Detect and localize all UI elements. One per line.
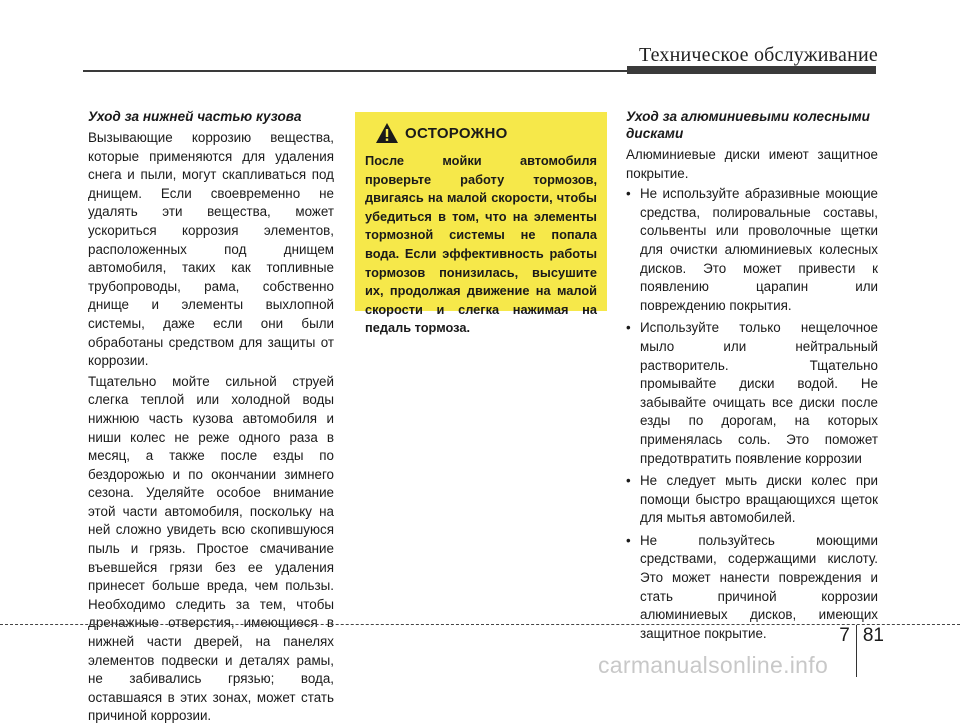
chapter-number: 7 bbox=[839, 625, 850, 646]
alloy-wheel-care-section bbox=[626, 108, 878, 647]
warning-header bbox=[365, 122, 597, 144]
footer-divider bbox=[0, 624, 960, 625]
section-title: Уход за алюминиевыми колесными дисками bbox=[626, 109, 870, 141]
list-item: • Не следует мыть диски колес при помощи быстро вращающихся щеток для мытья автомобилей. bbox=[626, 472, 878, 528]
paragraph: Вызывающие коррозию вещества, которые применяются для удаления снега и пыли, могут скапливаться под днищем. Если своевременно не удалять эти вещества, может ускориться коррозия элементов, расположенных под днищем автомобиля, таких как топливные трубопроводы, рама, собственно днище и элементы выхлопной системы, даже если они были обработаны средством для защиты от коррозии. bbox=[88, 130, 334, 369]
list-item: • Используйте только нещелочное мыло или нейтральный растворитель. Тщательно промывайте диски водой. Не забывайте очищать все диски после езды по дорогам, на которых применялась соль. Это поможет предотвратить появление коррозии bbox=[626, 319, 878, 468]
warning-box bbox=[355, 112, 607, 336]
watermark-text: carmanualsonline.info bbox=[598, 652, 829, 678]
underbody-care-section bbox=[88, 108, 334, 728]
page-header-title: Техническое обслуживание bbox=[638, 44, 878, 66]
page-number bbox=[839, 625, 884, 677]
paragraph: Тщательно мойте сильной струей слегка теплой или холодной воды нижнюю часть кузова автомобиля и ниши колес не реже одного раза в месяц, а также после езды по бездорожью и по окончании зимнего сезона. Уделяйте особое внимание этой части автомобиля, поскольку на ней сложно увидеть всю скопившуюся пыль и грязь. Простое смачивание въевшейся грязи без ее удаления принесет больше вреда, чем пользы. Необходимо следить за тем, чтобы дренажные отверстия, имеющиеся в нижней части дверей, на панелях элементов подвески и деталях рамы, не забивались грязью; вода, оставшаяся в этих зонах, может стать причиной коррозии. bbox=[88, 373, 334, 724]
list-item: • Не пользуйтесь моющими средствами, содержащими кислоту. Это может нанести повреждения и стать причиной коррозии алюминиевых дисков, имеющих защитное покрытие. bbox=[626, 532, 878, 644]
paragraph: Алюминиевые диски имеют защитное покрытие. bbox=[626, 147, 878, 181]
list-item: • Не используйте абразивные моющие средства, полировальные составы, сольвенты или проволочные щетки для очистки алюминиевых колесных дисков. Это может привести к появлению царапин или повреждению покрытия. bbox=[626, 185, 878, 315]
warning-triangle-icon bbox=[375, 122, 399, 144]
bullet-list bbox=[626, 185, 878, 643]
header-rule-accent bbox=[627, 66, 876, 74]
page-number-value: 81 bbox=[862, 625, 884, 646]
warning-title: ОСТОРОЖНО bbox=[405, 124, 508, 142]
warning-text: После мойки автомобиля проверьте работу тормозов, двигаясь на малой скорости, чтобы убедиться в том, что на элементы тормозной системы не попала вода. Если эффективность работы тормозов понизилась, высушите их, продолжая движение на малой скорости и слегка нажимая на педаль тормоза. bbox=[365, 153, 597, 336]
section-title: Уход за нижней частью кузова bbox=[88, 109, 302, 124]
